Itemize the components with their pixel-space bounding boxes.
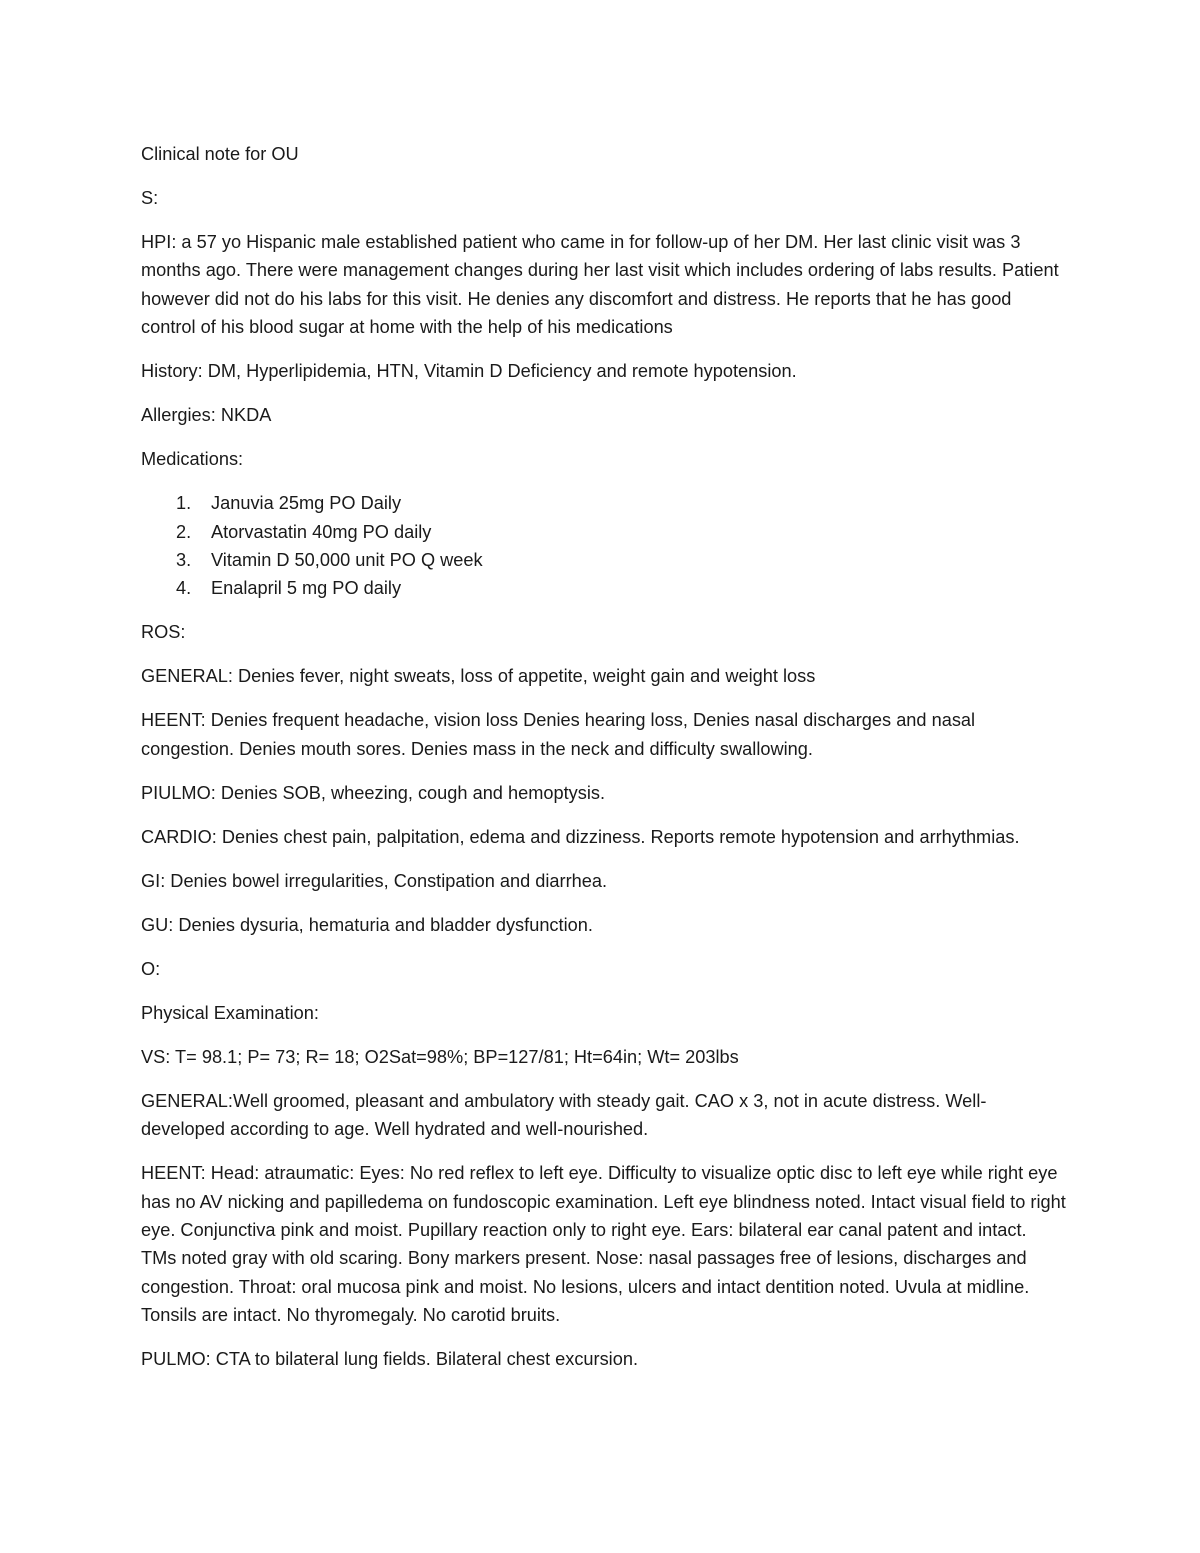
- pe-heent: HEENT: Head: atraumatic: Eyes: No red reflex to left eye. Difficulty to visualize optic disc to left eye while right eye has no AV nicking and papilledema on fundoscopic examination. Left eye blindness noted. Intact visual field to right eye. Conjunctiva pink and moist. Pupillary reaction only to right eye. Ears: bilateral ear canal patent and intact. TMs noted gray with old scaring. Bony markers present. Nose: nasal passages free of lesions, discharges and congestion. Throat: oral mucosa pink and moist. No lesions, ulcers and intact dentition noted. Uvula at midline. Tonsils are intact. No thyromegaly. No carotid bruits.: [141, 1163, 1066, 1326]
- pe-pulmo: PULMO: CTA to bilateral lung fields. Bilateral chest excursion.: [141, 1349, 639, 1370]
- physical-exam-heading: Physical Examination:: [141, 1002, 319, 1023]
- medications-heading: Medications:: [141, 449, 244, 470]
- ros-heent: HEENT: Denies frequent headache, vision loss Denies hearing loss, Denies nasal discharges and nasal congestion. Denies mouth sores. Denies mass in the neck and difficulty swallowing.: [141, 710, 976, 759]
- document-page: [141, 140, 1066, 1389]
- list-item-text: Atorvastatin 40mg PO daily: [211, 521, 432, 542]
- ros-gu: GU: Denies dysuria, hematuria and bladder dysfunction.: [141, 914, 593, 935]
- hpi-paragraph: HPI: a 57 yo Hispanic male established patient who came in for follow-up of her DM. Her last clinic visit was 3 months ago. There were management changes during her last visit which includes ordering of labs results. Patient however did not do his labs for this visit. He denies any discomfort and distress. He reports that he has good control of his blood sugar at home with the help of his medications: [141, 232, 1059, 338]
- list-item-text: Vitamin D 50,000 unit PO Q week: [211, 550, 483, 571]
- history-paragraph: History: DM, Hyperlipidemia, HTN, Vitamin D Deficiency and remote hypotension.: [141, 361, 797, 382]
- ros-cardio: CARDIO: Denies chest pain, palpitation, edema and dizziness. Reports remote hypotension and arrhythmias.: [141, 826, 1020, 847]
- ros-heading: ROS:: [141, 622, 186, 643]
- subjective-heading: S:: [141, 188, 159, 208]
- list-item: [141, 574, 1066, 602]
- ros-general: GENERAL: Denies fever, night sweats, loss of appetite, weight gain and weight loss: [141, 666, 816, 687]
- list-item-number: 1.: [176, 493, 192, 514]
- list-item: [141, 546, 1066, 574]
- list-item-number: 3.: [176, 550, 192, 571]
- allergies-paragraph: Allergies: NKDA: [141, 405, 272, 426]
- vital-signs: VS: T= 98.1; P= 73; R= 18; O2Sat=98%; BP=127/81; Ht=64in; Wt= 203lbs: [141, 1046, 739, 1067]
- list-item: [141, 489, 1066, 517]
- list-item-number: 4.: [176, 578, 192, 599]
- list-item-text: Januvia 25mg PO Daily: [211, 493, 402, 514]
- ros-gi: GI: Denies bowel irregularities, Constipation and diarrhea.: [141, 870, 608, 891]
- ros-pulmo: PIULMO: Denies SOB, wheezing, cough and hemoptysis.: [141, 782, 606, 803]
- medications-list: [141, 489, 1066, 603]
- list-item-text: Enalapril 5 mg PO daily: [211, 578, 402, 599]
- list-item-number: 2.: [176, 521, 192, 542]
- list-item: [141, 518, 1066, 546]
- document-title: Clinical note for OU: [141, 144, 299, 164]
- objective-heading: O:: [141, 958, 161, 979]
- pe-general: GENERAL:Well groomed, pleasant and ambulatory with steady gait. CAO x 3, not in acute distress. Well-developed according to age. Well hydrated and well-nourished.: [141, 1090, 987, 1140]
